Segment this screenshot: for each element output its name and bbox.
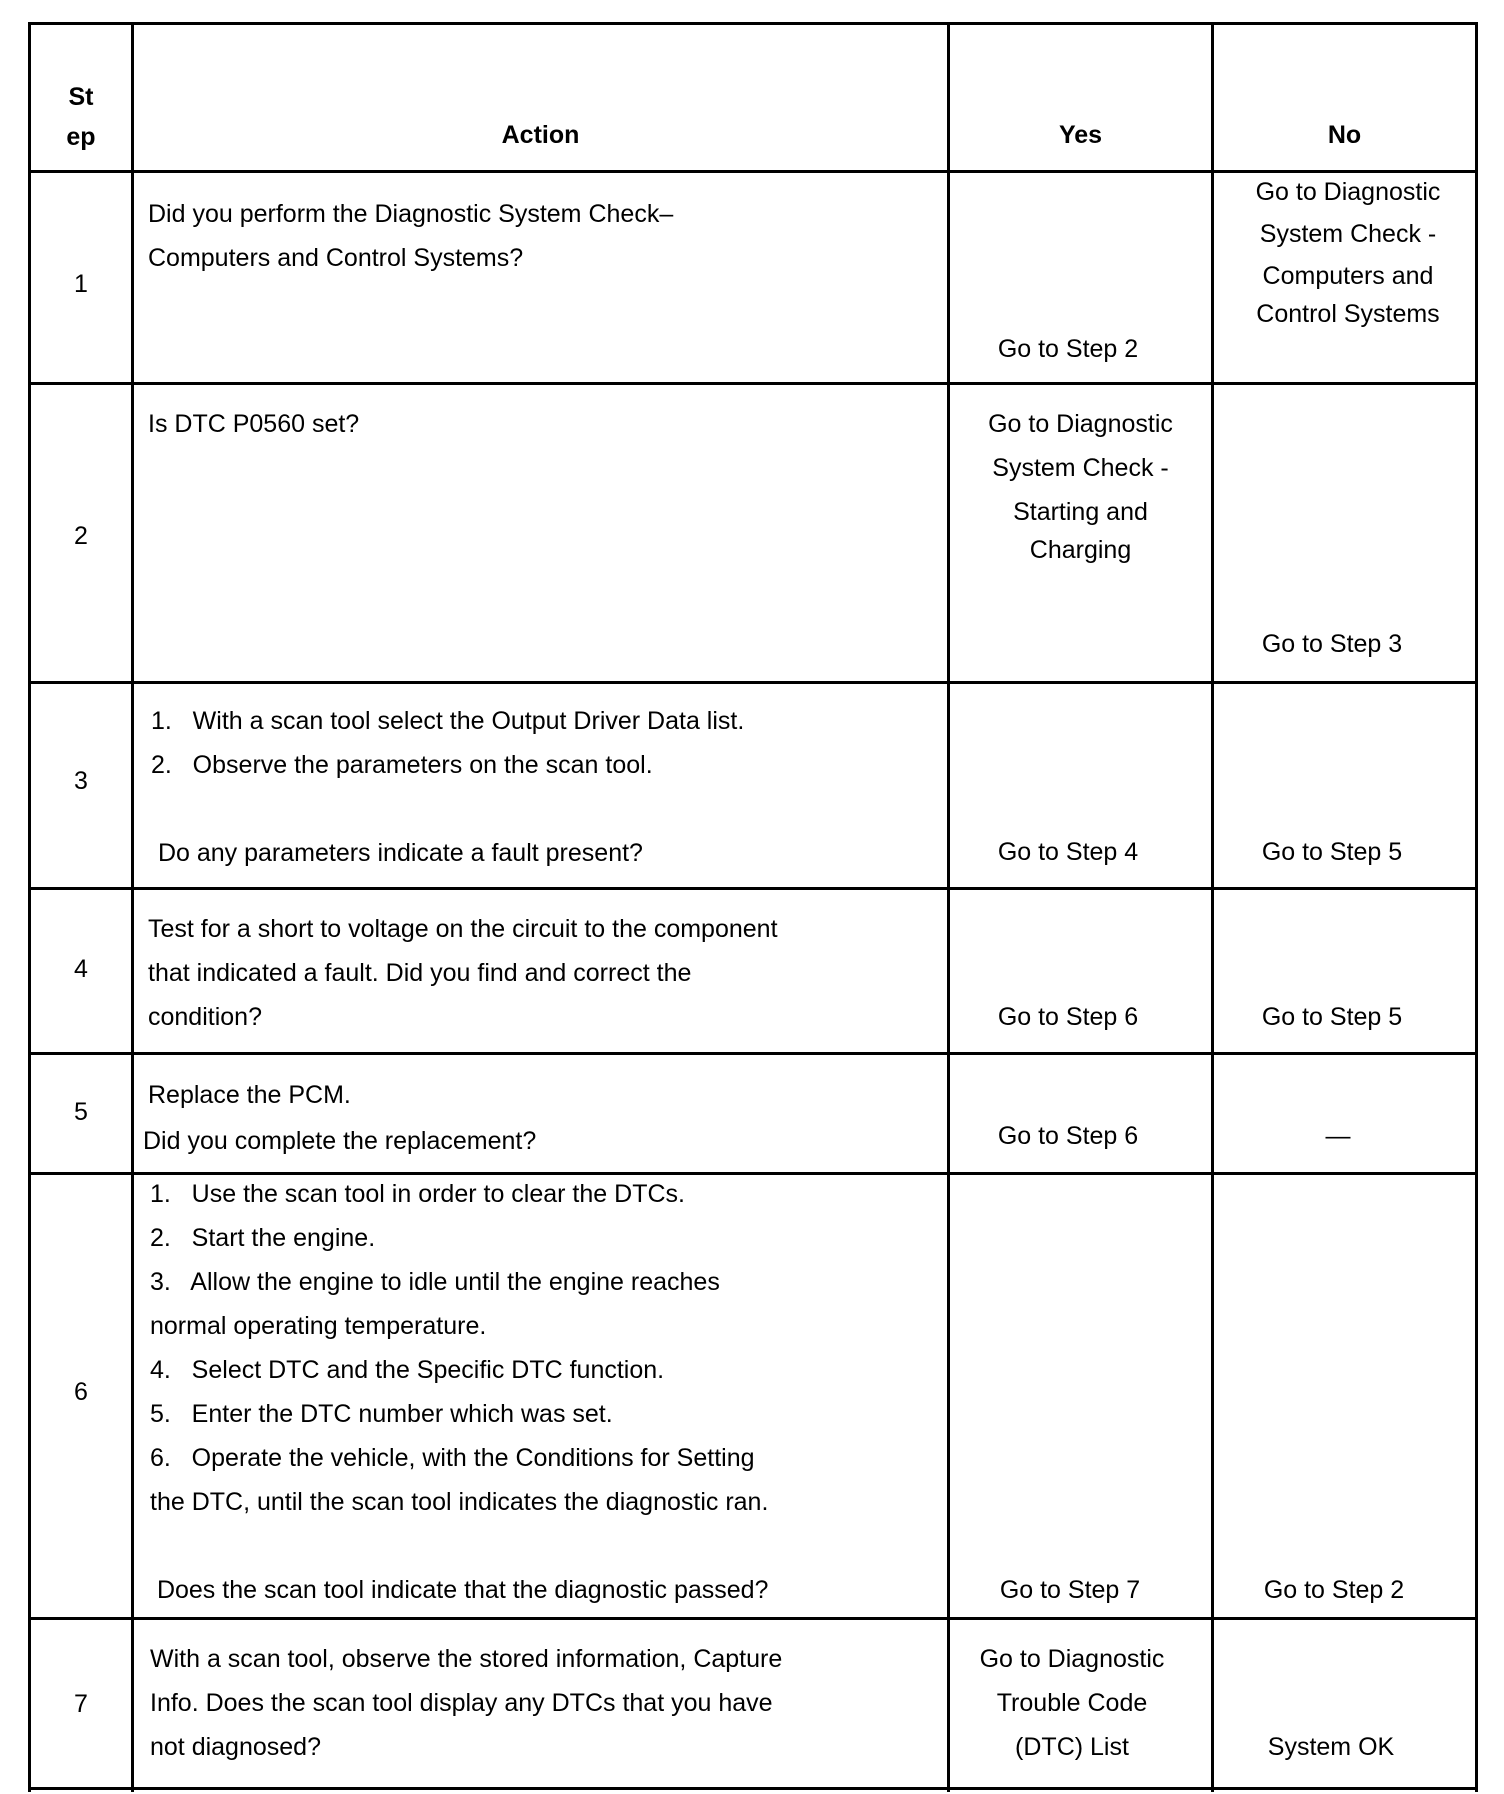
action-text: 1. With a scan tool select the Output Driver Data list. 2. Observe the parameters on the scan tool. Do any parameters indicate a fault present?	[151, 707, 745, 867]
no-result: Go to Step 5	[1261, 1003, 1403, 1031]
row-divider	[28, 1052, 1478, 1055]
yes-result: Go to Step 4	[997, 838, 1139, 866]
row-divider	[28, 681, 1478, 684]
action-text: 1. Use the scan tool in order to clear the DTCs. 2. Start the engine. 3. Allow the engine to idle until the engine reaches normal operating temperature. 4. Select DTC and the Specific DTC function. 5. Enter the DTC number which was set. 6. Operate the vehicle, with the Conditions for Setting the DTC, until the scan tool indicates the diagnostic ran. Does the scan tool indicate that the diagnostic passed?	[150, 1180, 769, 1604]
row-divider	[28, 1617, 1478, 1620]
yes-result: Go to Step 7	[999, 1576, 1141, 1604]
action-text: Is DTC P0560 set?	[148, 410, 360, 438]
header-yes: Yes	[1058, 121, 1103, 149]
row-divider	[28, 887, 1478, 890]
yes-result: Go to Step 6	[997, 1122, 1139, 1150]
column-divider	[947, 22, 950, 1792]
no-result: Go to Step 3	[1261, 630, 1403, 658]
diagnostic-table	[28, 22, 1478, 1792]
action-text: Test for a short to voltage on the circuit to the component that indicated a fault. Did you find and correct the condition?	[148, 915, 778, 1031]
table-border-bottom	[28, 1787, 1478, 1790]
step-number: 6	[74, 1378, 88, 1406]
action-text: With a scan tool, observe the stored information, Capture Info. Does the scan tool display any DTCs that you have not diagnosed?	[150, 1645, 783, 1761]
step-number: 3	[74, 767, 88, 795]
header-step: St ep	[66, 83, 96, 151]
yes-result: Go to Diagnostic Trouble Code (DTC) List	[979, 1645, 1165, 1761]
no-result: —	[1325, 1122, 1351, 1150]
step-number: 2	[74, 522, 88, 550]
step-number: 7	[74, 1690, 88, 1718]
row-divider	[28, 382, 1478, 385]
header-no: No	[1327, 121, 1362, 149]
step-number: 5	[74, 1098, 88, 1126]
action-text: Replace the PCM. Did you complete the replacement?	[143, 1081, 537, 1155]
no-result: Go to Step 5	[1261, 838, 1403, 866]
table-border-top	[28, 22, 1478, 25]
no-result: System OK	[1267, 1733, 1395, 1761]
no-result: Go to Diagnostic System Check - Computers and Control Systems	[1255, 178, 1441, 328]
action-text: Did you perform the Diagnostic System Check– Computers and Control Systems?	[148, 200, 674, 272]
yes-result: Go to Diagnostic System Check - Starting and Charging	[988, 410, 1173, 564]
yes-result: Go to Step 2	[997, 335, 1139, 363]
column-divider	[131, 22, 134, 1792]
step-number: 4	[74, 955, 88, 983]
header-action: Action	[501, 121, 580, 149]
no-result: Go to Step 2	[1263, 1576, 1405, 1604]
yes-result: Go to Step 6	[997, 1003, 1139, 1031]
step-number: 1	[74, 270, 88, 298]
